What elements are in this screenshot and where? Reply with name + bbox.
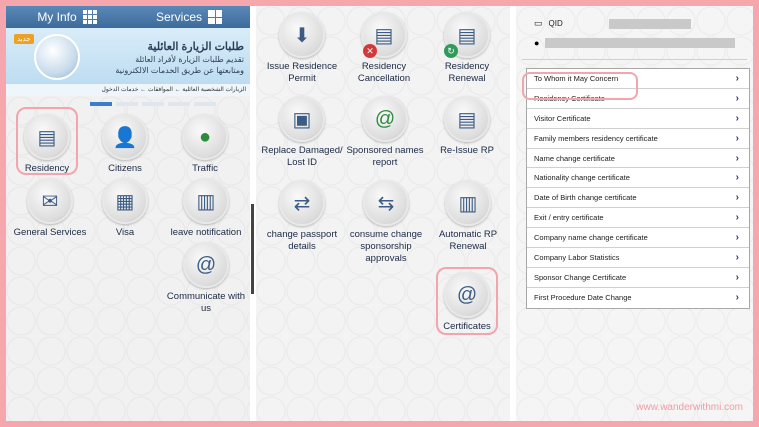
screenshot-frame — [6, 6, 753, 421]
watermark: www.wanderwithmi.com — [636, 402, 743, 413]
general-services-icon: ✉ — [27, 178, 73, 224]
service-label: Residency Cancellation — [357, 61, 411, 84]
certificate-item[interactable] — [527, 188, 749, 208]
chevron-right-icon: › — [735, 292, 739, 304]
service-label: Residency — [24, 163, 70, 174]
certificate-label: Visitor Certificate — [534, 113, 591, 123]
id-card-icon: ▭ — [534, 18, 543, 28]
certificates-icon: @ — [444, 272, 490, 318]
service-leave-notification[interactable] — [166, 178, 246, 239]
chevron-right-icon: › — [735, 192, 739, 204]
service-citizens[interactable] — [94, 114, 156, 175]
certificate-label: Nationality change certificate — [534, 173, 630, 183]
carousel-dot[interactable] — [116, 102, 138, 106]
name-value-redacted — [545, 38, 735, 48]
residency-services-panel — [256, 6, 510, 421]
qid-row — [534, 18, 691, 29]
service-change-sponsorship[interactable] — [344, 180, 428, 265]
service-communicate[interactable] — [166, 242, 246, 315]
service-label: Citizens — [108, 163, 142, 174]
certificate-label: Company name change certificate — [534, 233, 648, 243]
qid-label: QID — [548, 19, 563, 28]
service-residency-cancellation[interactable] — [344, 12, 424, 85]
chevron-right-icon: › — [735, 112, 739, 124]
change-passport-icon: ⇄ — [279, 180, 325, 226]
user-icon: ● — [534, 38, 540, 48]
carousel-dot[interactable] — [90, 102, 112, 106]
service-label: Certificates — [443, 321, 491, 332]
communicate-icon: @ — [183, 242, 229, 288]
service-residency-renewal[interactable] — [426, 12, 508, 85]
name-row — [534, 38, 735, 48]
tab-services[interactable] — [128, 10, 250, 24]
service-general[interactable] — [10, 178, 90, 239]
chevron-right-icon: › — [735, 92, 739, 104]
banner-line-1: تقديم طلبات الزيارة لأفراد العائلة — [135, 55, 244, 64]
certificate-label: First Procedure Date Change — [534, 293, 632, 303]
certificate-label: Exit / entry certificate — [534, 213, 604, 223]
replace-id-icon: ▣ — [279, 96, 325, 142]
certificate-item[interactable] — [527, 228, 749, 248]
carousel-dot[interactable] — [142, 102, 164, 106]
service-automatic-renewal[interactable] — [428, 180, 508, 253]
services-grid-icon — [208, 10, 222, 24]
carousel-indicator — [90, 102, 216, 106]
service-label: leave notification — [170, 227, 242, 238]
service-label: Replace Damaged/ Lost ID — [261, 145, 343, 168]
residency-cancellation-icon: ▤ ✕ — [361, 12, 407, 58]
certificate-label: Name change certificate — [534, 153, 615, 163]
certificate-list — [526, 68, 750, 309]
certificate-label: Company Labor Statistics — [534, 252, 620, 262]
service-label: Issue Residence Permit — [266, 61, 338, 84]
leave-notification-icon: ▥ — [183, 178, 229, 224]
service-change-passport[interactable] — [260, 180, 344, 253]
change-sponsorship-icon: ⇆ — [363, 180, 409, 226]
visa-icon: ▦ — [102, 178, 148, 224]
family-visit-banner[interactable] — [6, 28, 250, 96]
tab-my-info-label: My Info — [37, 10, 77, 24]
new-badge: جديد — [14, 34, 34, 44]
certificate-item[interactable] — [527, 129, 749, 149]
banner-line-2: ومتابعتها عن طريق الخدمات الالكترونية — [115, 66, 244, 75]
chevron-right-icon: › — [735, 271, 739, 283]
service-certificates[interactable] — [434, 272, 500, 333]
issue-residence-icon: ⬇ — [279, 12, 325, 58]
chevron-right-icon: › — [735, 152, 739, 164]
chevron-right-icon: › — [735, 232, 739, 244]
top-tab-bar — [6, 6, 250, 28]
carousel-dot[interactable] — [168, 102, 190, 106]
service-replace-id[interactable] — [258, 96, 346, 169]
service-traffic[interactable] — [174, 114, 236, 175]
qid-value-redacted — [609, 19, 691, 29]
certificate-label: Sponsor Change Certificate — [534, 272, 627, 282]
service-label: Communicate with us — [166, 291, 246, 314]
certificate-label: Residency Certificate — [534, 93, 605, 103]
chevron-right-icon: › — [735, 172, 739, 184]
service-label: Re-Issue RP — [440, 145, 494, 156]
service-residency[interactable] — [16, 114, 78, 175]
renew-badge-icon: ↻ — [444, 44, 458, 58]
automatic-renewal-icon: ▥ — [445, 180, 491, 226]
residency-icon: ▤ — [24, 114, 70, 160]
service-sponsored-names[interactable] — [344, 96, 426, 169]
certificate-item[interactable] — [527, 208, 749, 228]
service-label: Sponsored names report — [346, 145, 424, 168]
chevron-right-icon: › — [735, 251, 739, 263]
certificate-item[interactable] — [527, 268, 749, 288]
certificate-label: Date of Birth change certificate — [534, 193, 637, 203]
certificates-panel — [516, 6, 753, 421]
reissue-rp-icon: ▤ — [444, 96, 490, 142]
chevron-right-icon: › — [735, 212, 739, 224]
service-label: Visa — [115, 227, 135, 238]
banner-title: طلبات الزيارة العائلية — [147, 41, 244, 53]
service-reissue-rp[interactable] — [426, 96, 508, 157]
banner-steps: الزيارات الشخصية العائلية ← الموافقات ← خدمات الدخول — [6, 84, 250, 96]
service-label: General Services — [13, 227, 87, 238]
sponsored-names-icon: @ — [362, 96, 408, 142]
cancel-badge-icon: ✕ — [363, 44, 377, 58]
residency-renewal-icon: ▤ ↻ — [444, 12, 490, 58]
divider — [522, 59, 747, 60]
service-label: Traffic — [192, 163, 218, 174]
chevron-right-icon: › — [735, 72, 739, 84]
service-issue-residence[interactable] — [262, 12, 342, 85]
service-label: Automatic RP Renewal — [438, 229, 498, 252]
traffic-light-icon: ● — [182, 114, 228, 160]
home-panel — [6, 6, 250, 421]
service-label: consume change sponsorship approvals — [349, 229, 423, 264]
certificate-label: Family members residency certificate — [534, 133, 658, 143]
tab-services-label: Services — [155, 10, 202, 24]
scrollbar[interactable] — [251, 204, 254, 294]
certificate-item[interactable] — [527, 248, 749, 268]
certificate-item[interactable] — [527, 288, 749, 308]
carousel-dot[interactable] — [194, 102, 216, 106]
service-label: Residency Renewal — [444, 61, 490, 84]
citizens-icon: 👤 — [102, 114, 148, 160]
to-whom-highlight — [522, 72, 638, 100]
service-visa[interactable] — [94, 178, 156, 239]
tab-my-info[interactable] — [6, 10, 128, 24]
certificate-item[interactable] — [527, 168, 749, 188]
certificate-item[interactable] — [527, 109, 749, 129]
certificate-label: To Whom it May Concern — [534, 73, 619, 83]
certificate-item[interactable] — [527, 149, 749, 169]
chevron-right-icon: › — [735, 132, 739, 144]
grid-icon — [83, 10, 97, 24]
service-label: change passport details — [266, 229, 338, 252]
banner-logo — [34, 34, 80, 80]
